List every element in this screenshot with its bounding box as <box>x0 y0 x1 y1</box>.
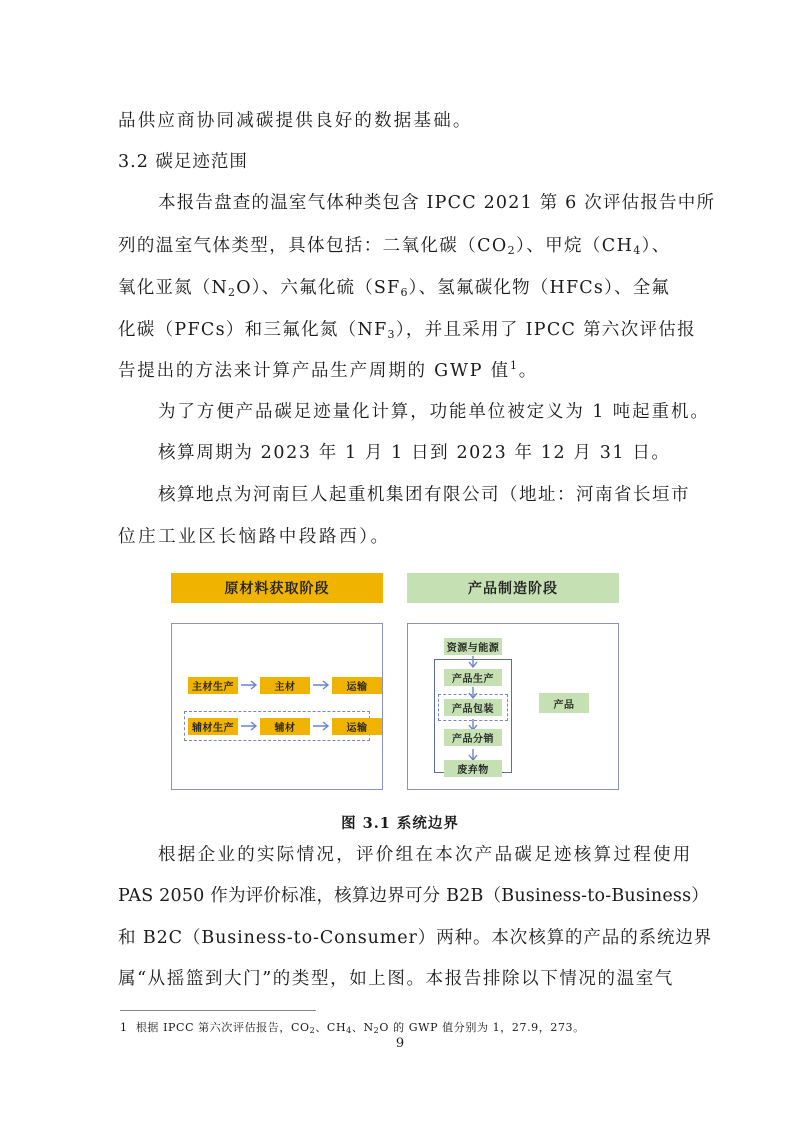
flow-box: 主材生产 <box>188 677 238 694</box>
paragraph-line: 核算周期为 2023 年 1 月 1 日到 2023 年 12 月 31 日。 <box>158 443 671 463</box>
stage-raw-material-header: 原材料获取阶段 <box>171 573 383 603</box>
flow-box: 产品包装 <box>444 699 502 716</box>
paragraph-line: 核算地点为河南巨人起重机集团有限公司（地址：河南省长垣市 <box>158 485 690 505</box>
flow-box: 产品分销 <box>444 729 502 746</box>
arrow-right-icon <box>312 721 330 731</box>
paragraph-line: 告提出的方法来计算产品生产周期的 GWP 值$^1$。 <box>118 359 539 381</box>
output-product-box: 产品 <box>539 693 589 713</box>
paragraph-line: PAS 2050 作为评价标准，核算边界可分 B2B（Business-to-Business） <box>118 886 709 906</box>
flow-box: 辅材 <box>260 718 310 735</box>
paragraph-line: 列的温室气体类型，具体包括：二氧化碳$(CO_2)$、甲烷$(CH_4)$、 <box>118 236 671 257</box>
flow-box: 产品生产 <box>444 669 502 686</box>
paragraph-line: 位庄工业区长恼路中段路西）。 <box>118 527 391 547</box>
paragraph-line: 和 B2C（Business-to-Consumer）两种。本次核算的产品的系统边界 <box>118 928 713 948</box>
paragraph-line: 本报告盘查的温室气体种类包含 IPCC 2021 第 6 次评估报告中所 <box>158 193 716 213</box>
paragraph-continuation: 品供应商协同减碳提供良好的数据基础。 <box>118 111 473 131</box>
section-heading: 3.2 碳足迹范围 <box>118 152 248 172</box>
arrow-right-icon <box>312 680 330 690</box>
paragraph-line: 氧化亚氮$(N_2O)$、六氟化硫$(SF_6)$、氢氟碳化物（HFCs）、全氟 <box>118 278 671 299</box>
stage-raw-material-panel <box>171 623 383 790</box>
flow-box: 运输 <box>332 718 382 735</box>
stage-manufacturing-panel <box>407 623 619 790</box>
arrow-down-icon <box>468 656 478 668</box>
paragraph-line: 化碳（PFCs）和三氟化氮$(NF_3)$，并且采用了 IPCC 第六次评估报 <box>118 320 696 341</box>
flow-box: 主材 <box>260 677 310 694</box>
flow-box: 运输 <box>332 677 382 694</box>
flow-box: 辅材生产 <box>188 718 238 735</box>
footnote-ref[interactable]: 1 <box>509 359 519 372</box>
paragraph-line: 为了方便产品碳足迹量化计算，功能单位被定义为 1 吨起重机。 <box>158 402 710 422</box>
flow-box: 废弃物 <box>444 760 502 777</box>
paragraph-line: 属“从摇篮到大门”的类型，如上图。本报告排除以下情况的温室气 <box>118 969 674 989</box>
figure-caption: 图 3.1 系统边界 <box>341 815 459 832</box>
stage-manufacturing-header: 产品制造阶段 <box>407 573 619 603</box>
page-number: 9 <box>395 1036 405 1051</box>
footnote-divider <box>120 1010 316 1011</box>
paragraph-line: 根据企业的实际情况，评价组在本次产品碳足迹核算过程使用 <box>158 845 693 865</box>
arrow-right-icon <box>240 721 258 731</box>
footnote: 1 根据 IPCC 第六次评估报告，$CO_2$、$CH_4$、$N_2O$ 的 GWP 值分别为 1，27.9，273。 <box>120 1021 585 1035</box>
arrow-right-icon <box>240 680 258 690</box>
flow-box: 资源与能源 <box>444 638 502 655</box>
